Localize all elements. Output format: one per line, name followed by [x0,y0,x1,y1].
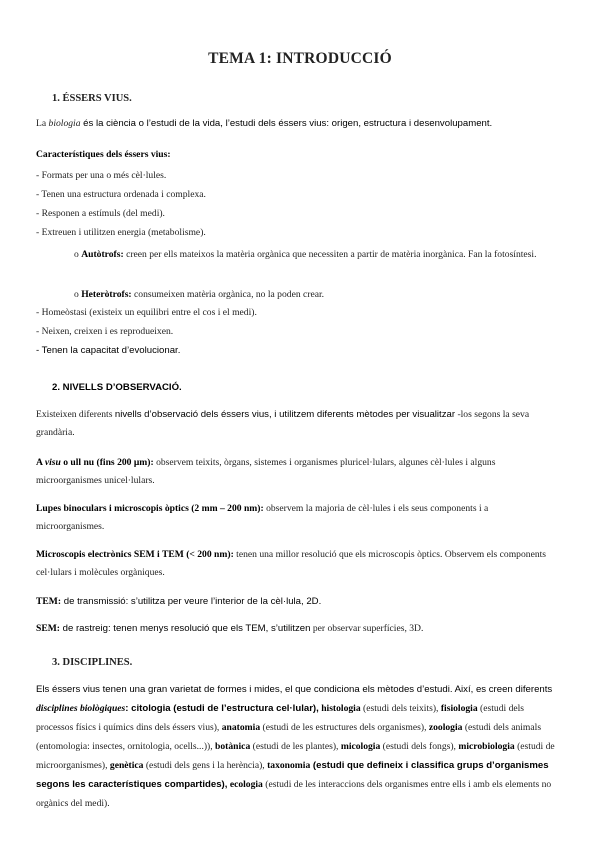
text: (estudi dels gens i la herència), [143,760,265,771]
text: (estudi dels processos físics i químics dins dels éssers vius), [36,703,525,733]
autotrophs-item [74,246,554,264]
text: -los segons la seva grandària. [36,409,530,438]
observation-intro [36,406,558,442]
text: és la ciència o l’estudi de la vida, l’estudi dels éssers vius: origen, estructura i desenvolupament. [80,118,493,129]
section-heading-2 [52,382,182,393]
list-item: - Tenen una estructura ordenada i complexa. [36,189,206,200]
term-microbiologia: microbiologia [455,741,515,752]
text: A [36,457,45,468]
naked-eye-level [36,454,558,490]
term-tem: TEM: [36,596,62,607]
optical-microscope-level [36,500,558,536]
text: creen per ells mateixos la matèria orgànica que necessiten a partir de matèria inorgànica. Fan la fotosíntesi. [123,249,537,260]
electron-microscope-level [36,546,558,582]
text: : citologia (estudi de l’estructura cel·lular), [125,703,319,714]
text: consumeixen matèria orgànica, no la poden crear. [131,289,325,300]
biology-definition [36,115,558,133]
term-fisiologia: fisiologia [438,703,478,714]
text: (estudi dels animals (entomologia: insectes, ornitologia, ocells...)), [36,722,542,752]
term-zoologia: zoologia [426,722,463,733]
term-histologia: histologia [318,703,361,714]
text: Els éssers vius tenen una gran varietat de formes i mides, el que condiciona els mètodes d’estudi. Així, es creen diferents [36,684,553,695]
text: observem la majoria de cèl·lules i els seus components i a microorganismes. [36,503,489,532]
text: observem teixits, òrgans, sistemes i organismes pluricel·lulars, algunes cèl·lules i alguns microorganismes unicel·lulars. [36,457,496,486]
disciplines-paragraph [36,680,558,813]
list-item: - Formats per una o més cèl·lules. [36,170,167,181]
text: (estudi de les interaccions dels organismes entre ells i amb els elements no orgànics del medi). [36,779,552,809]
text: tenen una millor resolució que els microscopis òptics. Observem els components cel·lulars i molècules orgàniques. [36,549,547,578]
text: (estudi de les estructures dels organismes), [260,722,427,733]
bullet: o [74,289,82,300]
term-heterotrofs: Heteròtrofs: [81,289,132,300]
heading-text: 2. NIVELLS D’OBSERVACIÓ. [52,382,182,393]
list-item: - Responen a estímuls (del medi). [36,208,165,219]
term-biologia: biologia [48,118,81,129]
term-botanica: botànica [212,741,251,752]
text: nivells d’observació dels éssers vius, i utilitzem diferents mètodes per visualitzar [114,409,456,420]
text: (estudi de microorganismes), [36,741,555,771]
term-taxonomia: taxonomia [264,760,311,771]
text: per observar superfícies, 3D. [310,623,424,634]
text: de rastreig: tenen menys resolució que els TEM, s’utilitzen [59,623,311,634]
text: (estudi de les plantes), [250,741,339,752]
sem-item [36,620,558,638]
page-title: TEMA 1: INTRODUCCIÓ [208,50,392,67]
text: Microscopis electrònics SEM i TEM (< 200 nm): [36,549,234,560]
text: de transmissió: s’utilitza per veure l’interior de la cèl·lula, 2D. [61,596,322,607]
term-genetica: genètica [107,760,144,771]
tem-item [36,593,558,611]
list-item: - Extreuen i utilitzen energia (metabolisme). [36,227,206,238]
term-autotrofs: Autòtrofs: [81,249,124,260]
text: (estudi dels fongs), [380,741,456,752]
text: (estudi dels teixits), [360,703,439,714]
text: o ull nu (fins 200 μm): [60,457,154,468]
term-sem: SEM: [36,623,60,634]
section-heading-3: 3. DISCIPLINES. [52,657,133,668]
text: La [36,118,49,129]
term-ecologia: ecologia [227,779,263,790]
term-micologia: micologia [338,741,381,752]
list-item: - Tenen la capacitat d’evolucionar. [36,345,181,356]
text: Existeixen diferents [36,409,115,420]
term-disciplines: disciplines biològiques [36,703,126,714]
text: (estudi que defineix i classifica grups d’organismes segons les característiques compartides), [36,760,549,790]
characteristics-title: Característiques dels éssers vius: [36,149,171,160]
term-visu: visu [44,457,61,468]
bullet: o [74,249,82,260]
list-item: - Homeòstasi (existeix un equilibri entre el cos i el medi). [36,307,257,318]
text: Lupes binoculars i microscopis òptics (2 mm – 200 nm): [36,503,264,514]
section-heading-1: 1. ÉSSERS VIUS. [52,93,132,104]
term-anatomia: anatomia [219,722,261,733]
list-item: - Neixen, creixen i es reprodueixen. [36,326,174,337]
heterotrophs-item [74,286,554,304]
